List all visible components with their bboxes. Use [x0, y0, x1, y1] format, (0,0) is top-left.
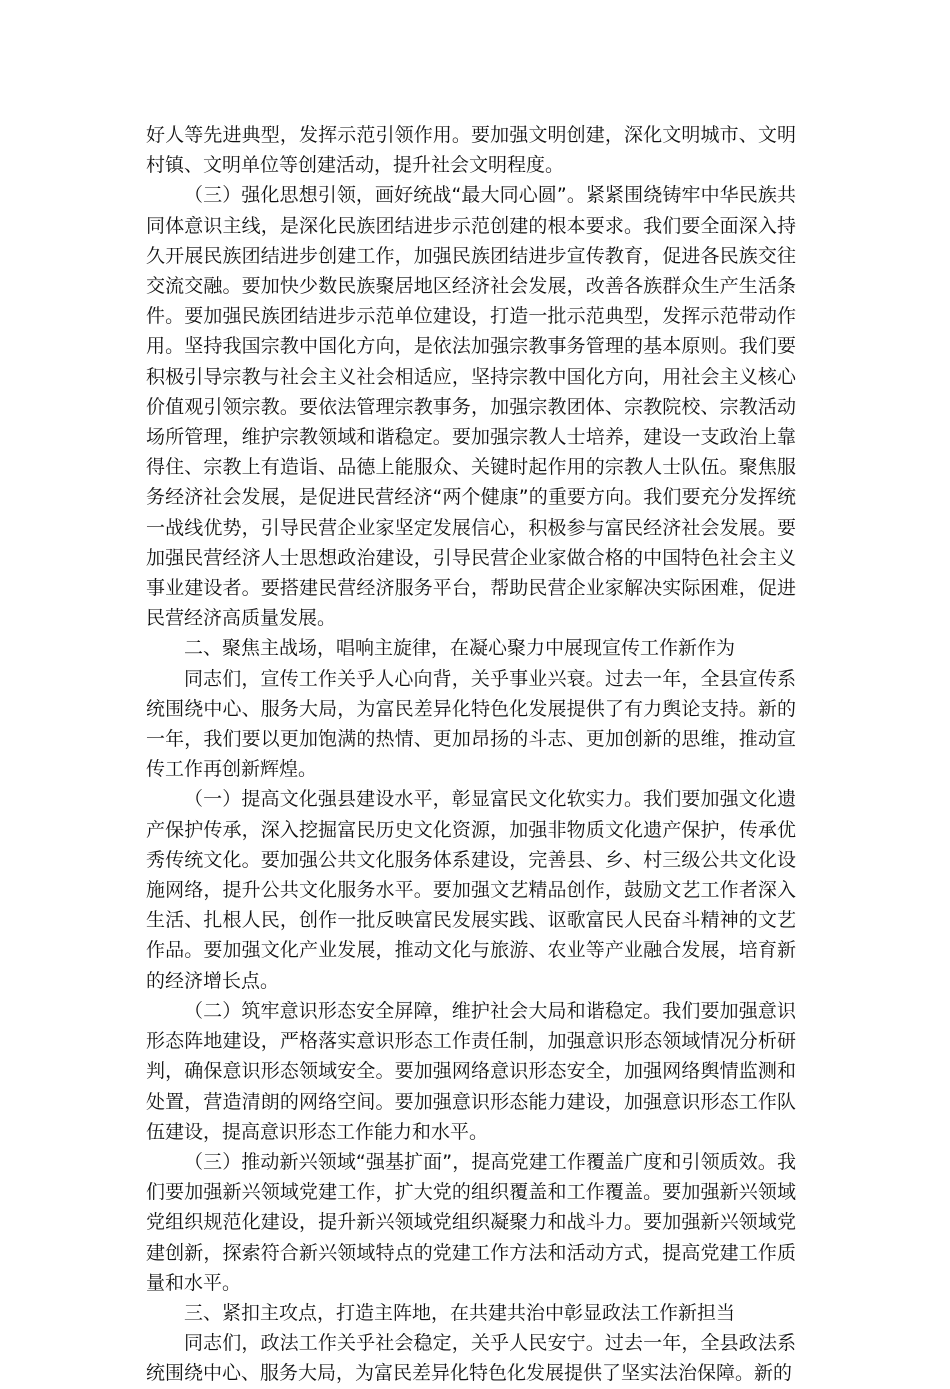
paragraph-ideology: （二）筑牢意识形态安全屏障，维护社会大局和谐稳定。我们要加强意识形态阵地建设，严格落实意识形态工作责任制，加强意识形态领域情况分析研判，确保意识形态领域安全。要加强网络意识形态安全，加强网络舆情监测和处置，营造清朗的网络空间。要加强意识形态能力建设，加强意识形态工作队伍建设，提高意识形态工作能力和水平。	[146, 999, 796, 1143]
paragraph-propaganda-intro: 同志们，宣传工作关乎人心向背，关乎事业兴衰。过去一年，全县宣传系统围绕中心、服务大局，为富民差异化特色化发展提供了有力舆论支持。新的一年，我们要以更加饱满的热情、更加昂扬的斗志、更加创新的思维，推动宣传工作再创新辉煌。	[146, 667, 796, 781]
paragraph-party-building: （三）推动新兴领域“强基扩面”，提高党建工作覆盖广度和引领质效。我们要加强新兴领域党建工作，扩大党的组织覆盖和工作覆盖。要加强新兴领域党组织规范化建设，提升新兴领域党组织凝聚力和战斗力。要加强新兴领域党建创新，探索符合新兴领域特点的党建工作方法和活动方式，提高党建工作质量和水平。	[146, 1150, 796, 1294]
paragraph-political-legal-intro: 同志们，政法工作关乎社会稳定，关乎人民安宁。过去一年，全县政法系统围绕中心、服务大局，为富民差异化特色化发展提供了坚实法治保障。新的	[146, 1332, 796, 1385]
paragraph-united-front: （三）强化思想引领，画好统战“最大同心圆”。紧紧围绕铸牢中华民族共同体意识主线，是深化民族团结进步示范创建的根本要求。我们要全面深入持久开展民族团结进步创建工作，加强民族团结进步宣传教育，促进各民族交往交流交融。要加快少数民族聚居地区经济社会发展，改善各族群众生产生活条件。要加强民族团结进步示范单位建设，打造一批示范典型，发挥示范带动作用。坚持我国宗教中国化方向，是依法加强宗教事务管理的基本原则。我们要积极引导宗教与社会主义社会相适应，坚持宗教中国化方向，用社会主义核心价值观引领宗教。要依法管理宗教事务，加强宗教团体、宗教院校、宗教活动场所管理，维护宗教领域和谐稳定。要加强宗教人士培养，建设一支政治上靠得住、宗教上有造诣、品德上能服众、关键时起作用的宗教人士队伍。聚焦服务经济社会发展，是促进民营经济“两个健康”的重要方向。我们要充分发挥统一战线优势，引导民营企业家坚定发展信心，积极参与富民经济社会发展。要加强民营经济人士思想政治建设，引导民营企业家做合格的中国特色社会主义事业建设者。要搭建民营经济服务平台，帮助民营企业家解决实际困难，促进民营经济高质量发展。	[146, 184, 796, 630]
section-heading-political-legal: 三、紧扣主攻点，打造主阵地，在共建共治中彰显政法工作新担当	[184, 1301, 736, 1324]
paragraph-culture: （一）提高文化强县建设水平，彰显富民文化软实力。我们要加强文化遗产保护传承，深入挖掘富民历史文化资源，加强非物质文化遗产保护，传承优秀传统文化。要加强公共文化服务体系建设，完善县、乡、村三级公共文化设施网络，提升公共文化服务水平。要加强文艺精品创作，鼓励文艺工作者深入生活、扎根人民，创作一批反映富民发展实践、讴歌富民人民奋斗精神的文艺作品。要加强文化产业发展，推动文化与旅游、农业等产业融合发展，培育新的经济增长点。	[146, 788, 796, 992]
section-heading-propaganda: 二、聚焦主战场，唱响主旋律，在凝心聚力中展现宣传工作新作为	[184, 637, 736, 660]
paragraph-continuation: 好人等先进典型，发挥示范引领作用。要加强文明创建，深化文明城市、文明村镇、文明单位等创建活动，提升社会文明程度。	[146, 124, 796, 177]
document-body	[146, 120, 796, 1389]
